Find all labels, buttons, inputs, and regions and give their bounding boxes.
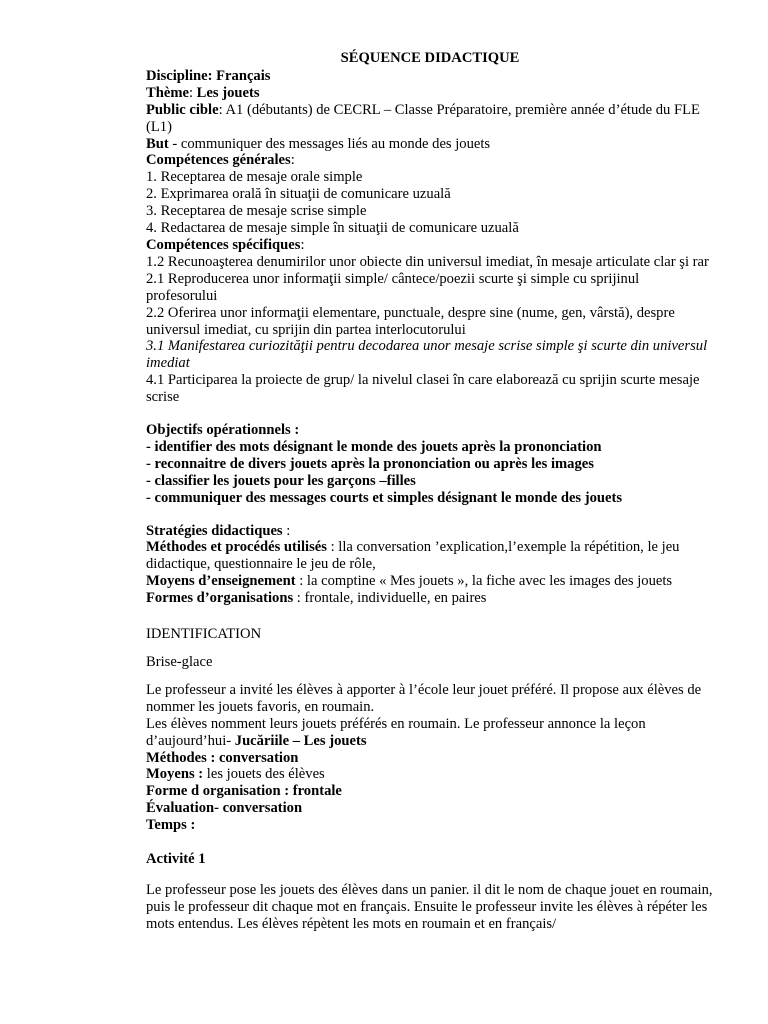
moyens-value: : la comptine « Mes jouets », la fiche avec les images des jouets <box>295 573 673 590</box>
objectifs-heading <box>146 422 714 439</box>
identification-heading: IDENTIFICATION <box>146 626 262 643</box>
strategies-label: Stratégies didactiques <box>146 522 283 539</box>
methodes-value: : lla conversation ’explication,l’exemple la répétition, le jeu didactique, questionnaire le jeu de rôle, <box>146 539 680 573</box>
comp-gen-label: Compétences générales <box>146 152 291 169</box>
meta-moyens: Moyens : les jouets des élèves <box>146 766 325 783</box>
formes-label: Formes d’organisations <box>146 590 294 607</box>
strategies-heading <box>146 523 714 540</box>
comp-gen-heading <box>146 152 714 169</box>
formes-value: : frontale, individuelle, en paires <box>293 590 487 607</box>
theme-line <box>146 85 714 102</box>
meta-evaluation: Évaluation- conversation <box>146 800 303 817</box>
comp-spec-item-italic: 3.1 Manifestarea curiozităţii pentru decodarea unor mesaje scrise simple şi scurte din universul imediat <box>146 338 708 372</box>
theme-sep: : <box>188 84 194 101</box>
discipline-label: Discipline: Français <box>146 67 271 84</box>
meta-forme: Forme d organisation : frontale <box>146 783 342 800</box>
comp-spec-item: 2.2 Oferirea unor informaţii elementare, punctuale, despre sine (nume, gen, vârstă), despre universul imediat, cu sprijin din partea interlocutorului <box>146 304 675 338</box>
brise-glace-heading: Brise-glace <box>146 654 213 670</box>
formes-line <box>146 590 714 607</box>
theme-label: Thème <box>146 84 189 101</box>
objectif-item: - classifier les jouets pour les garçons –filles <box>146 472 416 489</box>
moyens-label: Moyens d’enseignement <box>146 573 296 590</box>
strategies-sep: : <box>282 522 291 539</box>
comp-spec-sep: : <box>300 236 305 253</box>
public-line <box>146 102 714 136</box>
comp-gen-item: 4. Redactarea de mesaje simple în situaţii de comunicare uzuală <box>146 220 519 237</box>
comp-spec-item: 2.1 Reproducerea unor informaţii simple/ cântece/poezii scurte şi simple cu sprijinul profesorului <box>146 270 640 304</box>
discipline-line <box>146 68 714 85</box>
public-value: : A1 (débutants) de CECRL – Classe Préparatoire, première année d’étude du FLE (L1) <box>146 101 700 135</box>
paragraph-lesson-announce: Les élèves nomment leurs jouets préférés en roumain. Le professeur annonce la leçon d’aujourd’hui- Jucăriile – Les jouets <box>146 715 646 749</box>
meta-methodes: Méthodes : conversation <box>146 749 299 766</box>
moyens-line <box>146 573 714 590</box>
comp-spec-item: 4.1 Participarea la proiecte de grup/ la nivelul clasei în care elaborează cu sprijin scurte mesaje scrise <box>146 372 700 406</box>
comp-spec-heading <box>146 237 714 254</box>
comp-gen-item: 1. Receptarea de mesaje orale simple <box>146 169 363 186</box>
comp-spec-label: Compétences spécifiques <box>146 236 301 253</box>
but-label: But <box>146 135 169 152</box>
but-line <box>146 136 714 153</box>
activite-heading: Activité 1 <box>146 851 206 868</box>
lesson-title: Jucăriile – Les jouets <box>234 732 367 749</box>
methodes-line <box>146 539 714 573</box>
objectif-item: - identifier des mots désignant le monde des jouets après la prononciation <box>146 438 602 455</box>
public-label: Public cible <box>146 101 219 118</box>
comp-spec-item: 1.2 Recunoaşterea denumirilor unor obiecte din universul imediat, în mesaje articulate clar şi rar <box>146 253 709 270</box>
comp-gen-item: 2. Exprimarea orală în situaţii de comunicare uzuală <box>146 186 451 203</box>
methodes-label: Méthodes et procédés utilisés <box>146 539 327 556</box>
objectif-item: - communiquer des messages courts et simples désignant le monde des jouets <box>146 489 623 506</box>
objectifs-label: Objectifs opérationnels : <box>146 422 300 439</box>
theme-value: Les jouets <box>193 84 260 101</box>
comp-gen-item: 3. Receptarea de mesaje scrise simple <box>146 203 367 220</box>
meta-temps: Temps : <box>146 817 196 834</box>
document-title: SÉQUENCE DIDACTIQUE <box>340 50 520 66</box>
paragraph-activite-1: Le professeur pose les jouets des élèves dans un panier. il dit le nom de chaque jouet en roumain, puis le professeur dit chaque mot en français. Ensuite le professeur invite les élèves à répéter les mots entendus. Les élèves répètent les mots en roumain et en français/ <box>146 881 713 932</box>
document-body <box>146 50 714 933</box>
objectif-item: - reconnaitre de divers jouets après la prononciation ou après les images <box>146 455 594 472</box>
but-value: - communiquer des messages liés au monde des jouets <box>168 135 491 152</box>
paragraph-invitation: Le professeur a invité les élèves à apporter à l’école leur jouet préféré. Il propose aux élèves de nommer les jouets favoris, en roumain. <box>146 681 702 715</box>
comp-gen-sep: : <box>290 152 295 169</box>
